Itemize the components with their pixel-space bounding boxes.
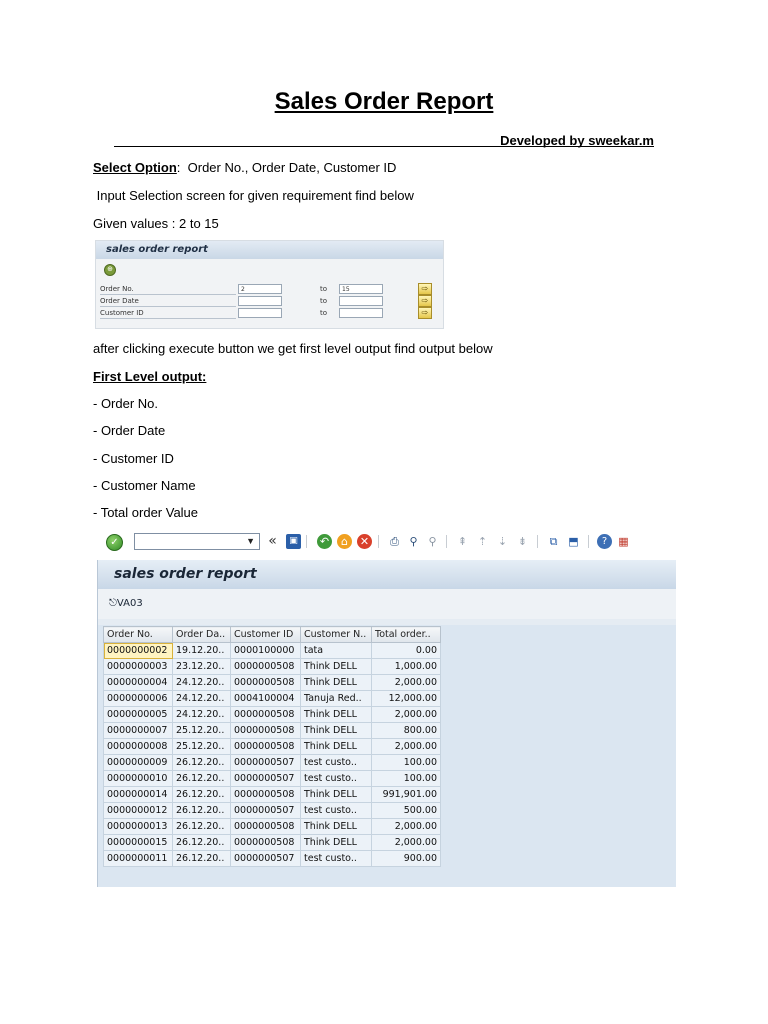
order-date-cell: 23.12.20..: [173, 659, 231, 675]
total-order-value-cell: 2,000.00: [372, 675, 441, 691]
order-no-cell[interactable]: 0000000009: [104, 755, 173, 771]
document-title: Sales Order Report: [274, 88, 494, 115]
sap-standard-toolbar: [95, 530, 675, 554]
customer-id-cell: 0000000508: [231, 659, 301, 675]
va03-label: VA03: [116, 598, 143, 609]
customer-id-cell: 0000000508: [231, 723, 301, 739]
alv-report-title: sales order report: [114, 566, 257, 582]
alv-title-bar: [98, 560, 676, 589]
total-order-value-cell: 100.00: [372, 755, 441, 771]
table-row[interactable]: [104, 787, 441, 803]
customer-name-cell: Think DELL: [301, 739, 372, 755]
table-row[interactable]: [104, 835, 441, 851]
order-date-cell: 26.12.20..: [173, 835, 231, 851]
after-execute-text: after clicking execute button we get first level output find output below: [93, 341, 493, 356]
find-icon[interactable]: ⚲: [409, 535, 418, 548]
sales-order-table: [103, 626, 441, 867]
customer-id-cell: 0000000508: [231, 739, 301, 755]
total-order-value-cell: 2,000.00: [372, 739, 441, 755]
selection-screen-screenshot: [95, 240, 444, 329]
total-order-value-cell: 2,000.00: [372, 819, 441, 835]
total-order-value-cell: 800.00: [372, 723, 441, 739]
selection-title-bar: [96, 241, 443, 259]
customize-layout-icon[interactable]: ▦: [618, 535, 629, 548]
table-header-row: [104, 627, 441, 643]
customer-name-cell: Think DELL: [301, 787, 372, 803]
next-page-icon[interactable]: ⇣: [497, 535, 508, 548]
customer-name-cell: Tanuja Red..: [301, 691, 372, 707]
alv-report-screenshot: [97, 560, 676, 887]
customer-id-cell: 0000000508: [231, 707, 301, 723]
order-no-cell[interactable]: 0000000004: [104, 675, 173, 691]
customer-id-cell: 0000000508: [231, 675, 301, 691]
total-order-value-cell: 2,000.00: [372, 835, 441, 851]
selection-label: Customer ID: [100, 309, 236, 319]
output-field-item: - Customer ID: [93, 451, 174, 466]
total-order-value-cell: 1,000.00: [372, 659, 441, 675]
order-date-cell: 26.12.20..: [173, 851, 231, 867]
select-option-value: : Order No., Order Date, Customer ID: [176, 160, 397, 175]
order-no-cell[interactable]: 0000000002: [104, 643, 173, 659]
order-no-cell[interactable]: 0000000011: [104, 851, 173, 867]
table-row[interactable]: [104, 851, 441, 867]
previous-page-icon[interactable]: ⇡: [477, 535, 488, 548]
order-no-cell[interactable]: 0000000006: [104, 691, 173, 707]
order-date-cell: 25.12.20..: [173, 723, 231, 739]
multiple-selection-icon[interactable]: ⇨: [418, 283, 432, 295]
customer-name-cell: test custo..: [301, 755, 372, 771]
to-label: to: [320, 297, 328, 305]
table-row[interactable]: [104, 771, 441, 787]
order-date-cell: 24.12.20..: [173, 691, 231, 707]
execute-icon[interactable]: ⊕: [104, 264, 116, 276]
select-option-label: Select Option: [93, 160, 177, 175]
back-icon[interactable]: «: [268, 533, 277, 549]
customer-id-cell: 0000000508: [231, 819, 301, 835]
column-header-total-order-value[interactable]: Total order..: [372, 627, 441, 643]
to-label: to: [320, 309, 328, 317]
first-page-icon[interactable]: ⇞: [457, 535, 468, 548]
customer-name-cell: Think DELL: [301, 819, 372, 835]
table-row[interactable]: [104, 707, 441, 723]
range-from-input[interactable]: [238, 296, 282, 306]
customer-id-cell: 0000000507: [231, 755, 301, 771]
column-header-order-no[interactable]: Order No.: [104, 627, 173, 643]
customer-name-cell: test custo..: [301, 803, 372, 819]
selection-label: Order No.: [100, 285, 236, 295]
order-no-cell[interactable]: 0000000014: [104, 787, 173, 803]
exit-icon[interactable]: ⌂: [337, 534, 352, 549]
total-order-value-cell: 991,901.00: [372, 787, 441, 803]
link-icon: ⎋: [109, 598, 117, 609]
column-header-order-date[interactable]: Order Da..: [173, 627, 231, 643]
toolbar-separator: [378, 535, 379, 548]
table-row[interactable]: [104, 739, 441, 755]
chevron-down-icon[interactable]: ▼: [246, 536, 255, 546]
developer-credit: Developed by sweekar.m: [500, 133, 654, 148]
selection-row: [100, 284, 438, 296]
application-toolbar: [98, 589, 676, 619]
total-order-value-cell: 500.00: [372, 803, 441, 819]
green-back-icon[interactable]: ↶: [317, 534, 332, 549]
customer-id-cell: 0000000507: [231, 851, 301, 867]
order-date-cell: 26.12.20..: [173, 755, 231, 771]
find-next-icon[interactable]: ⚲: [428, 535, 437, 548]
total-order-value-cell: 0.00: [372, 643, 441, 659]
cancel-icon[interactable]: ✕: [357, 534, 372, 549]
customer-name-cell: Think DELL: [301, 723, 372, 739]
toolbar-separator: [306, 535, 307, 548]
table-row[interactable]: [104, 659, 441, 675]
toolbar-separator: [446, 535, 447, 548]
order-no-cell[interactable]: 0000000012: [104, 803, 173, 819]
table-row[interactable]: [104, 691, 441, 707]
first-level-heading: [93, 369, 206, 384]
customer-id-cell: 0000000507: [231, 771, 301, 787]
save-icon[interactable]: ▣: [286, 534, 301, 549]
shortcut-icon[interactable]: ⬒: [568, 535, 579, 548]
help-icon[interactable]: ?: [597, 534, 612, 549]
order-no-cell[interactable]: 0000000013: [104, 819, 173, 835]
customer-name-cell: Think DELL: [301, 835, 372, 851]
total-order-value-cell: 100.00: [372, 771, 441, 787]
order-date-cell: 26.12.20..: [173, 787, 231, 803]
to-label: to: [320, 285, 328, 293]
order-date-cell: 26.12.20..: [173, 803, 231, 819]
order-no-cell[interactable]: 0000000003: [104, 659, 173, 675]
toolbar-separator: [588, 535, 589, 548]
va03-button[interactable]: [109, 598, 143, 609]
output-field-item: - Order No.: [93, 396, 159, 411]
range-to-input[interactable]: 15: [339, 284, 383, 294]
customer-name-cell: Think DELL: [301, 707, 372, 723]
select-option-line: [93, 160, 396, 175]
customer-id-cell: 0000000508: [231, 787, 301, 803]
customer-id-cell: 0000000507: [231, 803, 301, 819]
column-header-customer-id[interactable]: Customer ID: [231, 627, 301, 643]
column-header-customer-name[interactable]: Customer N..: [301, 627, 372, 643]
order-date-cell: 24.12.20..: [173, 675, 231, 691]
customer-id-cell: 0004100004: [231, 691, 301, 707]
table-row[interactable]: [104, 675, 441, 691]
customer-name-cell: test custo..: [301, 771, 372, 787]
order-date-cell: 26.12.20..: [173, 819, 231, 835]
selection-row: [100, 308, 438, 320]
range-from-input[interactable]: [238, 308, 282, 318]
first-level-label: First Level output:: [93, 369, 207, 384]
table-row[interactable]: [104, 803, 441, 819]
customer-id-cell: 0000000508: [231, 835, 301, 851]
customer-id-cell: 0000100000: [231, 643, 301, 659]
total-order-value-cell: 12,000.00: [372, 691, 441, 707]
customer-name-cell: test custo..: [301, 851, 372, 867]
last-page-icon[interactable]: ⇟: [517, 535, 528, 548]
given-values-text: Given values : 2 to 15: [93, 216, 219, 231]
selection-label: Order Date: [100, 297, 236, 307]
print-icon[interactable]: ⎙: [390, 535, 399, 548]
order-date-cell: 25.12.20..: [173, 739, 231, 755]
command-field[interactable]: [134, 533, 260, 550]
table-row[interactable]: [104, 755, 441, 771]
order-no-cell[interactable]: 0000000005: [104, 707, 173, 723]
table-row[interactable]: [104, 723, 441, 739]
intro-text: Input Selection screen for given requirement find below: [93, 188, 414, 203]
customer-name-cell: Think DELL: [301, 659, 372, 675]
total-order-value-cell: 900.00: [372, 851, 441, 867]
selection-row: [100, 296, 438, 308]
customer-name-cell: Think DELL: [301, 675, 372, 691]
output-field-item: - Order Date: [93, 423, 166, 438]
table-row[interactable]: [104, 643, 441, 659]
order-date-cell: 26.12.20..: [173, 771, 231, 787]
output-field-item: - Customer Name: [93, 478, 196, 493]
order-date-cell: 19.12.20..: [173, 643, 231, 659]
output-field-item: - Total order Value: [93, 505, 199, 520]
new-session-icon[interactable]: ⧉: [549, 535, 558, 548]
selection-screen-title: sales order report: [106, 244, 208, 255]
order-no-cell[interactable]: 0000000007: [104, 723, 173, 739]
toolbar-separator: [537, 535, 538, 548]
alv-gap: [98, 619, 676, 625]
customer-name-cell: tata: [301, 643, 372, 659]
range-to-input[interactable]: [339, 308, 383, 318]
order-no-cell[interactable]: 0000000015: [104, 835, 173, 851]
multiple-selection-icon[interactable]: ⇨: [418, 307, 432, 319]
order-date-cell: 24.12.20..: [173, 707, 231, 723]
range-to-input[interactable]: [339, 296, 383, 306]
total-order-value-cell: 2,000.00: [372, 707, 441, 723]
multiple-selection-icon[interactable]: ⇨: [418, 295, 432, 307]
range-from-input[interactable]: 2: [238, 284, 282, 294]
table-row[interactable]: [104, 819, 441, 835]
enter-icon[interactable]: ✓: [106, 534, 123, 551]
order-no-cell[interactable]: 0000000010: [104, 771, 173, 787]
order-no-cell[interactable]: 0000000008: [104, 739, 173, 755]
